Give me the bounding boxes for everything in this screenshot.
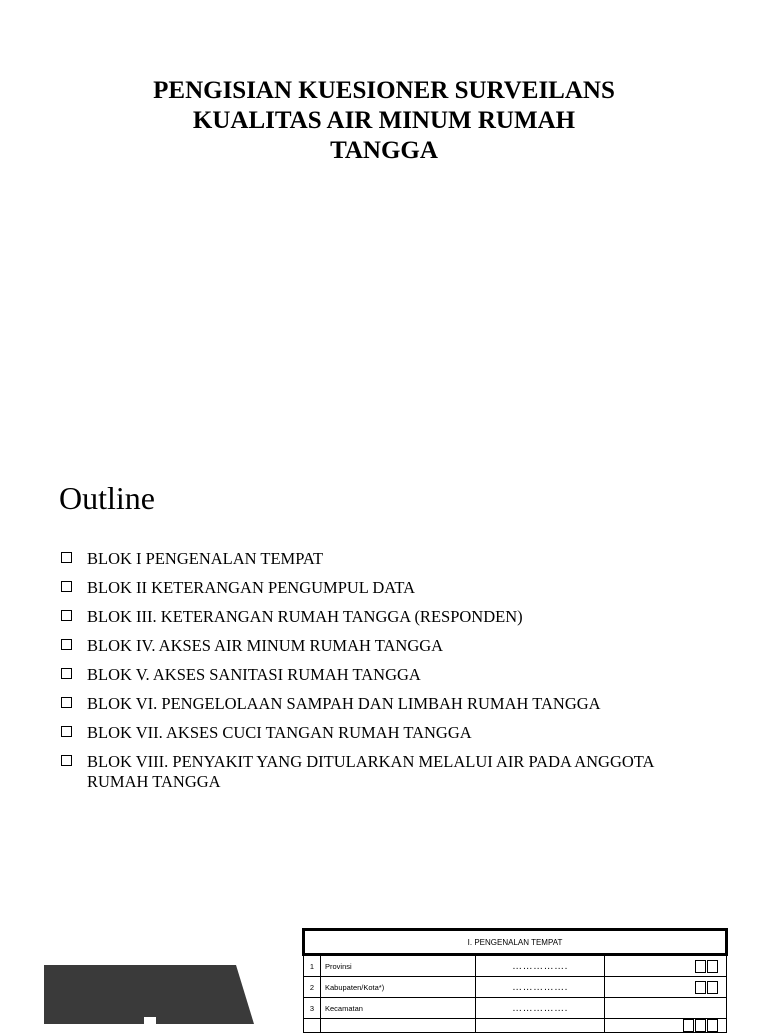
- table-row: [304, 998, 727, 1019]
- checkbox-bullet-icon: [61, 610, 72, 621]
- checkbox-bullet-icon: [61, 639, 72, 650]
- outline-item-label: BLOK VII. AKSES CUCI TANGAN RUMAH TANGGA: [87, 723, 472, 742]
- row-code-boxes: [605, 998, 727, 1019]
- row-dots: …………….: [476, 955, 605, 977]
- row-label: Provinsi: [321, 955, 476, 977]
- table-row: [304, 955, 727, 977]
- outline-item-label: BLOK IV. AKSES AIR MINUM RUMAH TANGGA: [87, 636, 444, 655]
- outline-item: [59, 665, 719, 685]
- form-table-header: I. PENGENALAN TEMPAT: [304, 930, 727, 955]
- code-box: [695, 960, 706, 973]
- checkbox-bullet-icon: [61, 581, 72, 592]
- outline-item: [59, 723, 719, 743]
- title-line-1: PENGISIAN KUESIONER SURVEILANS: [153, 77, 615, 104]
- outline-item-label: BLOK VI. PENGELOLAAN SAMPAH DAN LIMBAH RUMAH TANGGA: [87, 694, 601, 713]
- code-box: [707, 960, 718, 973]
- title-line-2: KUALITAS AIR MINUM RUMAH: [192, 107, 576, 134]
- row-number: [304, 1019, 321, 1033]
- outline-item: [59, 752, 719, 792]
- code-box: [707, 1019, 718, 1032]
- row-label: Kabupaten/Kota*): [321, 977, 476, 998]
- decorative-mark: [144, 1017, 156, 1024]
- decorative-dark-shape: [44, 965, 254, 1024]
- row-code-boxes: [605, 955, 727, 977]
- code-box: [707, 981, 718, 994]
- row-label: [321, 1019, 476, 1033]
- checkbox-bullet-icon: [61, 552, 72, 563]
- row-dots: …………….: [476, 998, 605, 1019]
- outline-list: [59, 549, 719, 801]
- checkbox-bullet-icon: [61, 755, 72, 766]
- outline-item-label: BLOK V. AKSES SANITASI RUMAH TANGGA: [87, 665, 421, 684]
- row-number: 1: [304, 955, 321, 977]
- code-box: [695, 981, 706, 994]
- outline-item: [59, 549, 719, 569]
- checkbox-bullet-icon: [61, 726, 72, 737]
- title-line-3: TANGGA: [330, 137, 438, 164]
- outline-item-label: BLOK II KETERANGAN PENGUMPUL DATA: [87, 578, 416, 597]
- table-row: [304, 1019, 727, 1033]
- row-label: Kecamatan: [321, 998, 476, 1019]
- page-title: [84, 76, 684, 166]
- outline-item-label: BLOK I PENGENALAN TEMPAT: [87, 549, 324, 568]
- row-dots: [476, 1019, 605, 1033]
- code-box: [695, 1019, 706, 1032]
- outline-item-label: BLOK VIII. PENYAKIT YANG DITULARKAN MELALUI AIR PADA ANGGOTA RUMAH TANGGA: [87, 752, 654, 791]
- form-table-pengenalan-tempat: [302, 928, 728, 1033]
- table-row: [304, 977, 727, 998]
- row-number: 3: [304, 998, 321, 1019]
- outline-item: [59, 607, 719, 627]
- row-number: 2: [304, 977, 321, 998]
- row-code-boxes: [605, 977, 727, 998]
- outline-item: [59, 636, 719, 656]
- checkbox-bullet-icon: [61, 697, 72, 708]
- row-code-boxes: [605, 1019, 727, 1033]
- row-dots: …………….: [476, 977, 605, 998]
- checkbox-bullet-icon: [61, 668, 72, 679]
- outline-item: [59, 578, 719, 598]
- outline-item-label: BLOK III. KETERANGAN RUMAH TANGGA (RESPONDEN): [87, 607, 523, 626]
- code-box: [683, 1019, 694, 1032]
- outline-item: [59, 694, 719, 714]
- outline-heading: Outline: [59, 480, 155, 516]
